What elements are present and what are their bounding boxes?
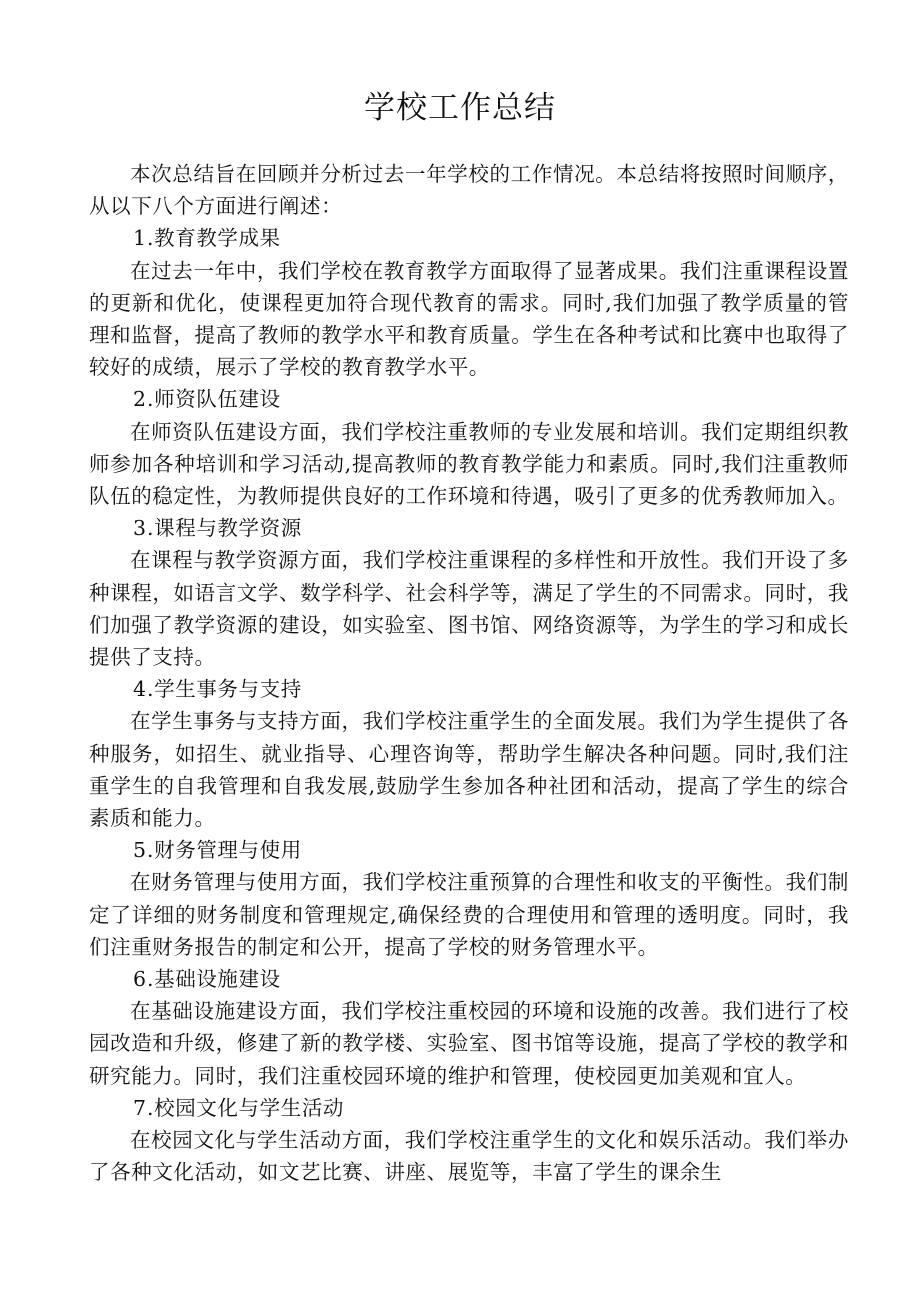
section-paragraph-1: 在过去一年中，我们学校在教育教学方面取得了显著成果。我们注重课程设置的更新和优化，使课程更加符合现代教育的需求。同时,我们加强了教学质量的管理和监督，提高了教师的教学水平和教育质量。学生在各种考试和比赛中也取得了较好的成绩，展示了学校的教育教学水平。 (89, 258, 849, 380)
section-heading-7 (89, 1092, 849, 1124)
section-paragraph-3: 在课程与教学资源方面，我们学校注重课程的多样性和开放性。我们开设了多种课程，如语言文学、数学科学、社会科学等，满足了学生的不同需求。同时，我们加强了教学资源的建设，如实验室、图书馆、网络资源等，为学生的学习和成长提供了支持。 (89, 548, 849, 670)
section-number: 5 (133, 838, 147, 863)
document-title: 学校工作总结 (364, 90, 556, 126)
section-number: 3 (133, 516, 147, 541)
section-number: 2 (133, 387, 147, 412)
document-body (89, 158, 849, 1189)
section-heading-3 (89, 512, 849, 544)
intro-paragraph: 本次总结旨在回顾并分析过去一年学校的工作情况。本总结将按照时间顺序，从以下八个方面进行阐述： (89, 162, 849, 219)
section-number: 1 (133, 226, 147, 251)
section-heading-2 (89, 383, 849, 415)
section-paragraph-5: 在财务管理与使用方面，我们学校注重预算的合理性和收支的平衡性。我们制定了详细的财务制度和管理规定,确保经费的合理使用和管理的透明度。同时，我们注重财务报告的制定和公开，提高了学校的财务管理水平。 (89, 870, 849, 959)
section-paragraph-4: 在学生事务与支持方面，我们学校注重学生的全面发展。我们为学生提供了各种服务，如招生、就业指导、心理咨询等，帮助学生解决各种问题。同时,我们注重学生的自我管理和自我发展,鼓励学生参加各种社团和活动，提高了学生的综合素质和能力。 (89, 709, 849, 831)
section-title: .校园文化与学生活动 (147, 1095, 345, 1120)
section-paragraph-6: 在基础设施建设方面，我们学校注重校园的环境和设施的改善。我们进行了校园改造和升级，修建了新的教学楼、实验室、图书馆等设施，提高了学校的教学和研究能力。同时，我们注重校园环境的维护和管理，使校园更加美观和宜人。 (89, 999, 849, 1088)
section-title: .基础设施建设 (147, 967, 281, 992)
section-title: .财务管理与使用 (147, 838, 302, 863)
section-number: 6 (133, 967, 147, 992)
section-number: 7 (133, 1095, 147, 1120)
section-heading-5 (89, 834, 849, 866)
section-heading-4 (89, 673, 849, 705)
section-title: .教育教学成果 (147, 226, 281, 251)
section-paragraph-2: 在师资队伍建设方面，我们学校注重教师的专业发展和培训。我们定期组织教师参加各种培训和学习活动,提高教师的教育教学能力和素质。同时,我们注重教师队伍的稳定性，为教师提供良好的工作环境和待遇，吸引了更多的优秀教师加入。 (89, 419, 849, 509)
section-number: 4 (133, 677, 147, 702)
section-title: .学生事务与支持 (147, 677, 302, 702)
section-heading-1 (89, 222, 849, 254)
section-paragraph-7: 在校园文化与学生活动方面，我们学校注重学生的文化和娱乐活动。我们举办了各种文化活动，如文艺比赛、讲座、展览等，丰富了学生的课余生 (89, 1128, 849, 1185)
section-heading-6 (89, 963, 849, 995)
section-title: .课程与教学资源 (147, 516, 302, 541)
section-title: .师资队伍建设 (147, 387, 281, 412)
